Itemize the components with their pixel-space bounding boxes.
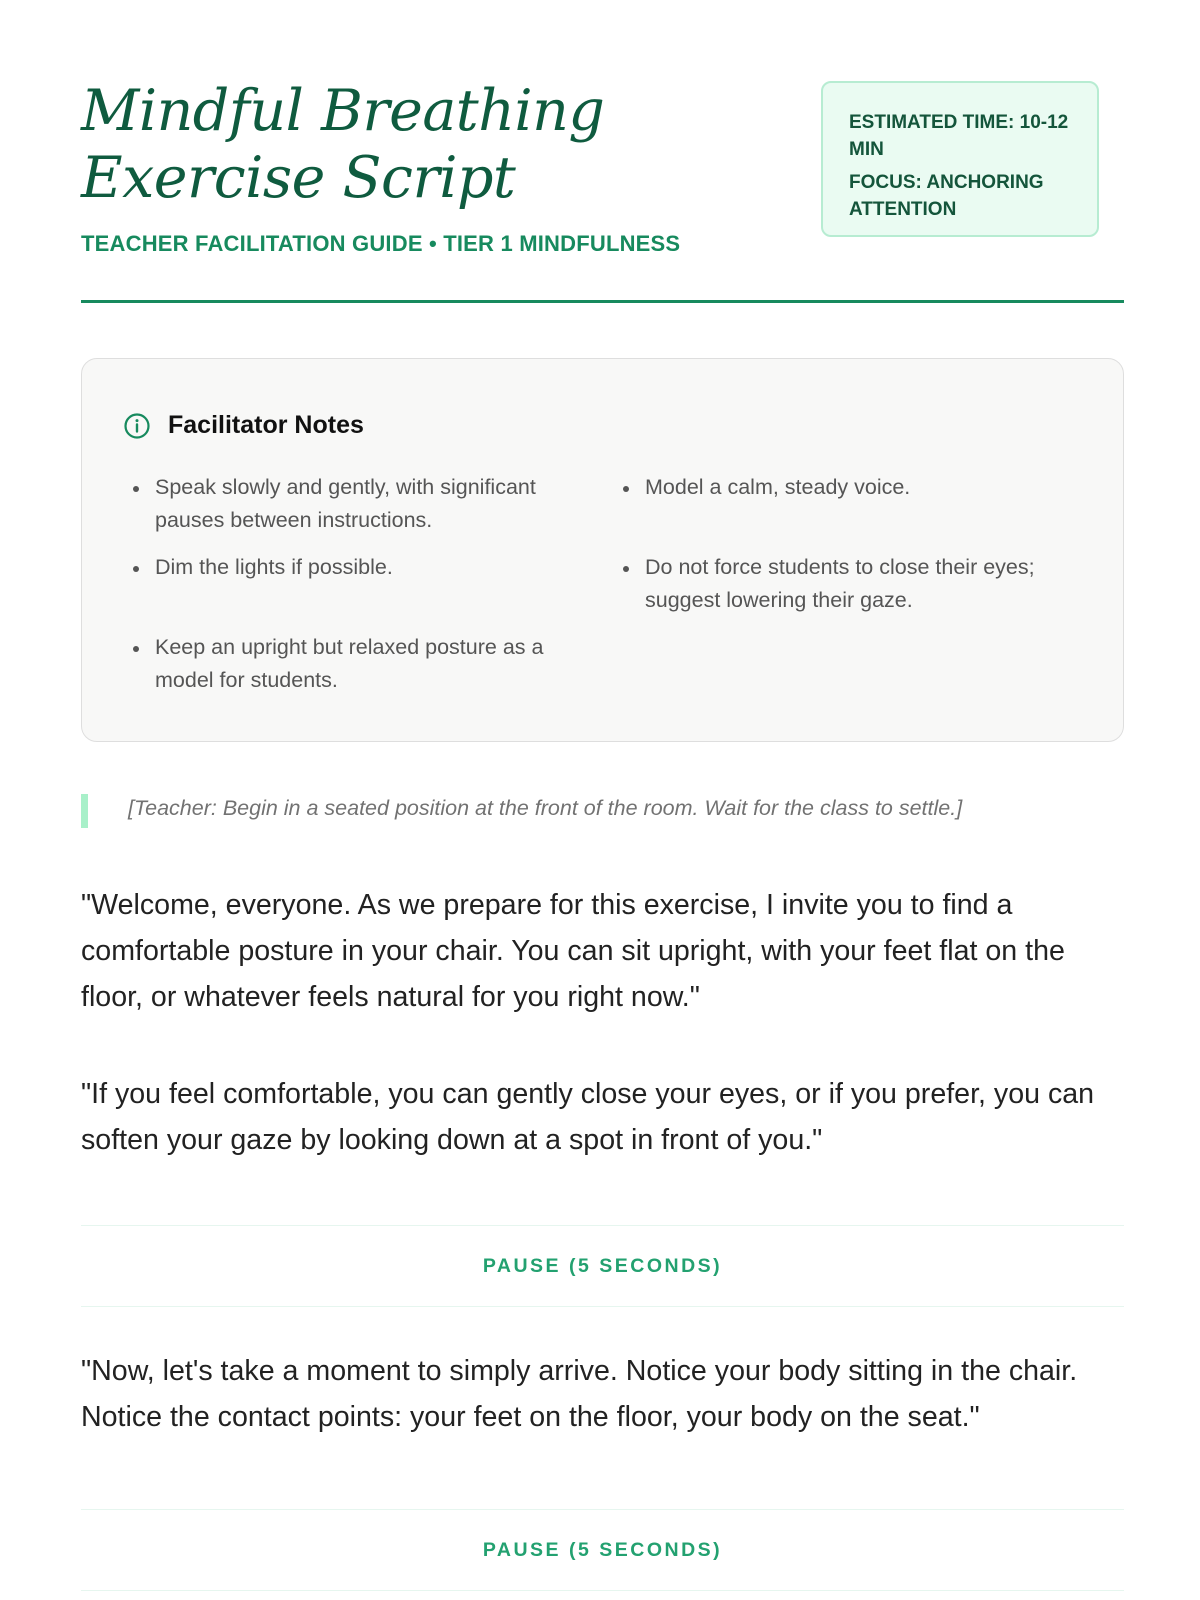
meta-box bbox=[821, 81, 1099, 237]
pause-marker: PAUSE (5 SECONDS) bbox=[81, 1509, 1124, 1591]
note-item: Speak slowly and gently, with significant pauses between instructions. bbox=[130, 471, 592, 537]
note-item: Do not force students to close their eyes; suggest lowering their gaze. bbox=[620, 551, 1090, 617]
header-divider bbox=[81, 300, 1124, 303]
page-subtitle: TEACHER FACILITATION GUIDE • TIER 1 MINDFULNESS bbox=[81, 231, 681, 256]
script-paragraph: "If you feel comfortable, you can gently close your eyes, or if you prefer, you can soften your gaze by looking down at a spot in front of you." bbox=[81, 1078, 1095, 1156]
pause-marker: PAUSE (5 SECONDS) bbox=[81, 1225, 1124, 1307]
estimated-time: ESTIMATED TIME: 10-12 MIN bbox=[849, 112, 1069, 160]
script-page bbox=[81, 0, 1124, 1561]
script-paragraph: "Welcome, everyone. As we prepare for this exercise, I invite you to find a comfortable posture in your chair. You can sit upright, with your feet flat on the floor, or whatever feels natural for you right now." bbox=[81, 889, 1065, 1013]
note-item: Keep an upright but relaxed posture as a model for students. bbox=[130, 631, 592, 697]
notes-header bbox=[124, 411, 364, 440]
direction-accent-bar bbox=[81, 794, 88, 828]
note-item: Dim the lights if possible. bbox=[130, 551, 592, 617]
stage-direction bbox=[81, 794, 1124, 828]
facilitator-notes-card bbox=[81, 358, 1124, 742]
script-paragraph: "Now, let's take a moment to simply arrive. Notice your body sitting in the chair. Notice the contact points: your feet on the floor, your body on the seat." bbox=[81, 1355, 1078, 1433]
focus-label: FOCUS: ANCHORING ATTENTION bbox=[849, 172, 1044, 220]
notes-title: Facilitator Notes bbox=[168, 411, 364, 439]
note-item: Model a calm, steady voice. bbox=[620, 471, 1090, 537]
notes-list bbox=[130, 471, 1090, 697]
direction-text: [Teacher: Begin in a seated position at the front of the room. Wait for the class to settle.] bbox=[128, 796, 963, 820]
page-title: Mindful Breathing Exercise Script bbox=[81, 78, 605, 211]
page-header bbox=[81, 0, 1124, 305]
info-icon bbox=[124, 413, 150, 439]
